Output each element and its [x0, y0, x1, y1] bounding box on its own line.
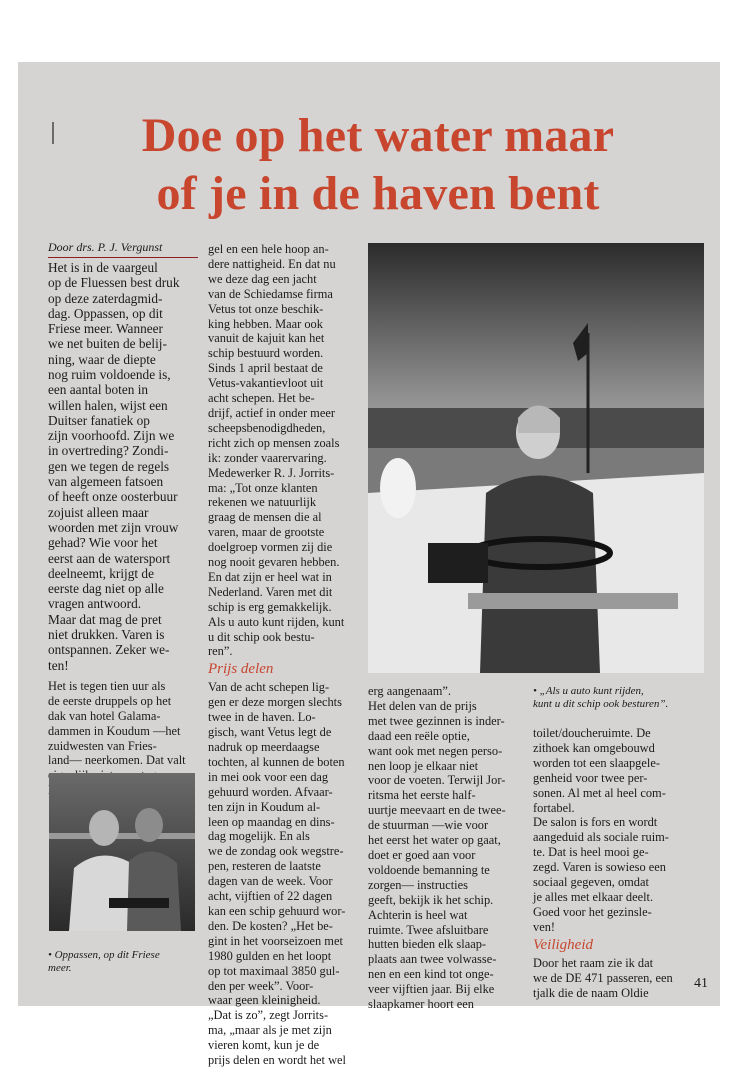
photo-two-men: [49, 773, 195, 931]
caption-photo-1: • Oppassen, op dit Friese meer.: [48, 949, 160, 974]
col2-text-1: gel en een hele hoop an- dere nattigheid. En dat nu we deze dag een jacht van de Schiedamse firma Vetus tot onze beschik- king hebben. Maar ook vanuit de kajuit kan het schip bestuurd worden. Sinds 1 april bestaat de Vetus-vakantievloot uit acht schepen. Het be- drijf, actief in onder meer scheepsbenodigdheden, richt zich op mensen zoals ik: zonder vaarervaring. Medewerker R. J. Jorrits- ma: „Tot onze klanten rekenen we natuurlijk graag de mensen die al varen, maar de grootste doelgroep vormen zij die nog nooit gevaren hebben. En dat zijn er heel wat in Nederland. Varen met dit schip is erg gemakkelijk. Als u auto kunt rijden, kunt u dit schip ook bestu- ren”.: [208, 242, 345, 659]
page-number: 41: [694, 976, 708, 991]
col1-body: Het is tegen tien uur als de eerste druppels op het dak van hotel Galama- dammen in Koudum —het zuidwesten van Fries- land— neerkomen. Dat valt: [48, 678, 186, 768]
column-4: [533, 726, 708, 1002]
subhead-prijs-delen: Prijs delen: [208, 661, 274, 678]
col3-text: erg aangenaam”. Het delen van de prijs met twee gezinnen is inder- daad een reële optie, want ook met negen perso- nen loop je elkaar niet voor de voeten. Terwijl Jor- ritsma het eerste half- uurtje meevaart en de twee- de stuurman —wie voor het eerst het water op gaat, doet er goed aan voor voldoende bemanning te zorgen— instructies geeft, bekijk ik het schip. Achterin is heel wat ruimte. Twee afsluitbare hutten bieden elk slaap- plaats aan twee volwasse- nen en een kind tot onge- veer vijftien jaar. Bij elke slaapkamer hoort een: [368, 684, 506, 1012]
column-3: [368, 684, 528, 1014]
col4-text-2: Door het raam zie ik dat we de DE 471 passeren, een tjalk die de naam Oldie: [533, 955, 673, 1000]
col4-text-1: toilet/doucheruimte. De zithoek kan omgebouwd worden tot een slaapgele- genheid voor twee per- sonen. Al met al heel com- fortabel. De salon is fors en wordt aangeduid als sociale ruim- te. Dat is heel mooi ge- zegd. Varen is sowieso een sociaal gegeven, omdat je alles met elkaar deelt. Goed voor het gezinsle- ven!: [533, 726, 669, 934]
column-1: [48, 240, 198, 800]
col2-text-2: Van de acht schepen lig- gen er deze morgen slechts twee in de haven. Lo- gisch, want Vetus legt de nadruk op meerdaagse tochten, al kunnen de boten in mei ook voor een dag gehuurd worden. Afvaar- ten zijn in Koudum al- leen op maandag en dins- dag mogelijk. En als we de zondag ook wegstre- pen, resteren de laatste dagen van de week. Voor acht, vijftien of 22 dagen kan een schip gehuurd wor- den. De kosten? „Het be- gint in het voorseizoen met 1980 gulden en het loopt op tot maximaal 3850 gul- den per week”. Voor- waar geen kleinigheid. „Dat is zo”, zegt Jorrits- ma, „maar als je met zijn vieren komt, kun je de prijs delen en wordt het wel: [208, 680, 346, 1068]
photo-two-men-image: [49, 773, 195, 931]
margin-mark: [52, 122, 54, 144]
article-title-line2: of je in de haven bent: [156, 167, 600, 220]
lead-paragraph: Het is in de vaargeul op de Fluessen best druk op deze zaterdagmid- dag. Oppassen, op dit Friese meer. Wanneer we net buiten de belij- ning, waar de diepte nog ruim voldoende is, een aantal boten in willen halen, wijst een Duitser fanatiek op zijn voorhoofd. Zijn we in overtreding? Zondi- gen we tegen de regels van algemeen fatsoen of heeft onze oosterbuur zojuist alleen maar woorden met zijn vrouw gehad? Wie voor het eerst aan de watersport deelneemt, krijgt de eerste dag niet op alle vragen antwoord. Maar dat mag de pret niet drukken. Varen is ontspannen. Zeker we- ten!: [48, 259, 180, 673]
column-2: [208, 242, 366, 1070]
photo-girl-at-wheel: [368, 243, 704, 673]
magazine-page: [18, 62, 720, 1068]
subhead-veiligheid: Veiligheid: [533, 936, 593, 953]
article-title-line1: Doe op het water maar: [141, 109, 615, 162]
caption-photo-2: • „Als u auto kunt rijden, kunt u dit schip ook besturen”.: [533, 685, 669, 710]
photo-girl-at-wheel-image: [368, 243, 704, 673]
byline: Door drs. P. J. Vergunst: [48, 240, 198, 258]
